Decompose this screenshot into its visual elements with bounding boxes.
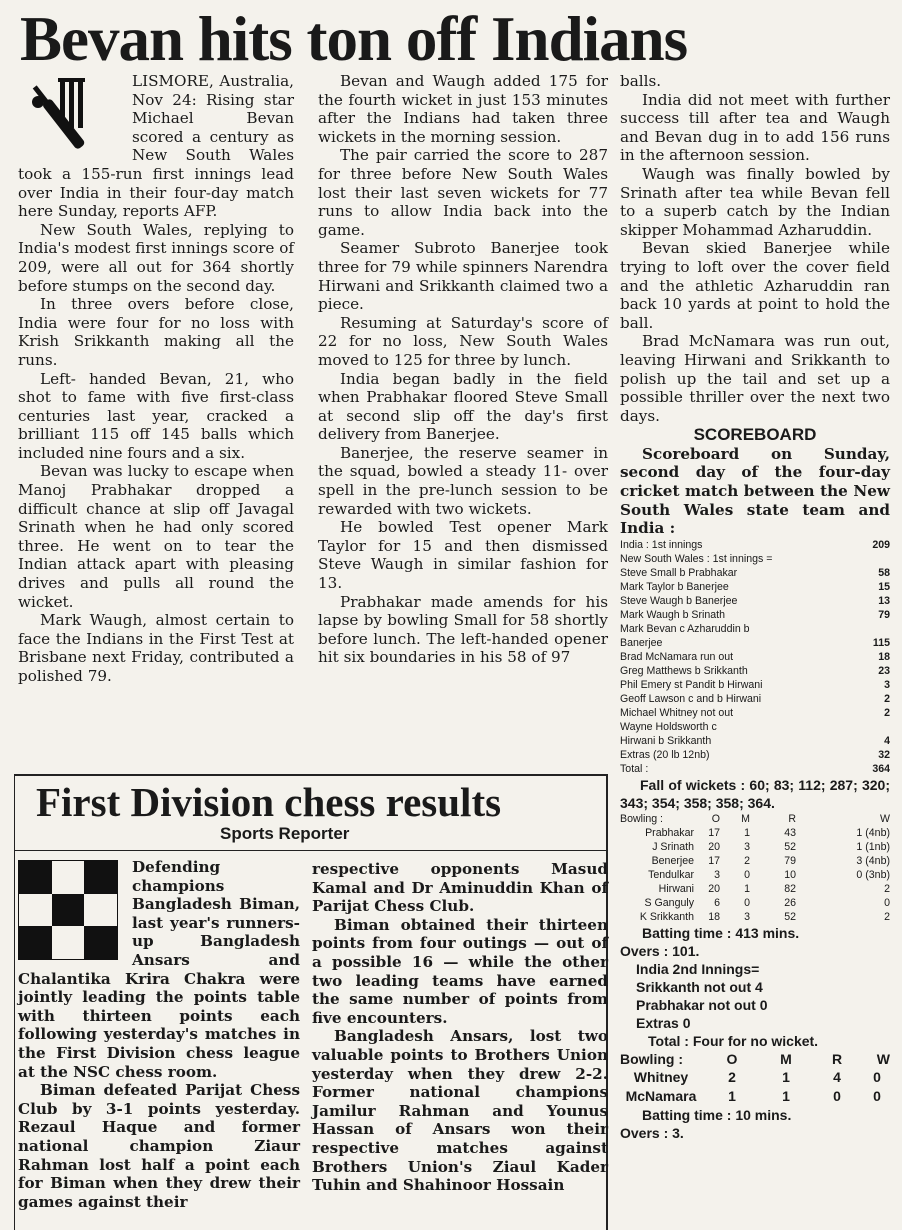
chess-top-rule <box>14 774 606 776</box>
article-column-2 <box>318 72 608 667</box>
paragraph: India began badly in the field when Prabhakar floored Steve Small at second slip off the day's first delivery from Banerjee. <box>318 369 608 444</box>
bowling-cell: 6 <box>714 896 720 909</box>
bowling-header-cell: R <box>788 812 796 825</box>
paragraph: The pair carried the score to 287 for three before New South Wales lost their last seven wickets for 77 runs to allow India back into the game. <box>318 146 608 239</box>
score-runs: 209 <box>872 538 890 551</box>
innings-name: Srikkanth not out <box>636 978 752 995</box>
bowling-header-cell: W <box>876 1050 890 1067</box>
bowling-cell: 1 <box>744 882 750 895</box>
innings-runs: 0 <box>682 1014 691 1031</box>
innings-line <box>636 996 890 1014</box>
score-name: Michael Whitney not out <box>620 706 734 719</box>
score-runs: 23 <box>878 664 890 677</box>
score-runs: 32 <box>878 748 890 761</box>
bowling-cell: 20 <box>708 882 720 895</box>
score-runs: 79 <box>878 608 890 621</box>
score-name: Steve Waugh b Banerjee <box>620 594 738 607</box>
bowling-cell: S Ganguly <box>644 896 694 909</box>
bowling-cell: 17 <box>708 854 720 867</box>
paragraph: Biman defeated Parijat Chess Club by 3-1 points yesterday. Rezaul Haque and former national champion Ziaur Rahman lost half a point each for Biman when they drew their games against their <box>18 1081 300 1211</box>
paragraph: Defending champions Bangladesh Biman, last year's runners-up Bangladesh Ansars and Chalantika Krira Chakra were jointly leading the points table with thirteen points each following yesterday's matches in the First Division chess league at the NSC chess room. <box>18 858 300 1081</box>
score-name: Steve Small b Prabhakar <box>620 566 738 579</box>
bowling-header-cell: M <box>780 1050 792 1067</box>
innings-runs: 4 <box>755 978 763 995</box>
bowling-cell: 3 (4nb) <box>856 854 890 867</box>
paragraph: Prabhakar made amends for his lapse by bowling Small for 58 shortly before lunch. The left-handed opener hit six boundaries in his 58 of 97 <box>318 592 608 667</box>
bowling-cell: Tendulkar <box>648 868 694 881</box>
bowling-cell: 26 <box>784 896 796 909</box>
bowling-cell: 17 <box>708 826 720 839</box>
bowling-cell: 0 <box>833 1088 841 1105</box>
score-row <box>620 734 890 748</box>
bowling-cell: McNamara <box>625 1088 697 1105</box>
bowling-header-cell: R <box>831 1050 843 1067</box>
bowling-cell: 0 <box>744 896 750 909</box>
bowling-header-cell: M <box>741 812 750 825</box>
score-row <box>620 636 890 650</box>
bowling-cell: 52 <box>784 840 796 853</box>
score-name: India : 1st innings <box>620 538 703 551</box>
bowling-cell: 2 <box>884 910 890 923</box>
score-name: Mark Waugh b Srinath <box>620 608 726 621</box>
bowling-cell: 4 <box>833 1069 841 1086</box>
bowling-cell: 3 <box>744 840 750 853</box>
bowling-cell: 1 <box>744 826 750 839</box>
paragraph: Brad McNamara was run out, leaving Hirwani and Srikkanth to polish up the tail and set up a possible thriller over the next two days. <box>620 332 890 425</box>
paragraph: Mark Waugh, almost certain to face the Indians in the First Test at Brisbane next Friday, contributed a polished 79. <box>18 611 294 685</box>
score-row <box>620 538 890 552</box>
score-name: Phil Emery st Pandit b Hirwani <box>620 678 763 691</box>
overs-2: Overs : 3. <box>620 1124 684 1141</box>
scoreboard-intro: Scoreboard on Sunday, second day of the four-day cricket match between the New South Wales state team and India : <box>620 444 890 538</box>
innings-line <box>636 1014 890 1032</box>
score-name: Geoff Lawson c and b Hirwani <box>620 692 762 705</box>
paragraph: He bowled Test opener Mark Taylor for 15 and then dismissed Steve Waugh in similar fashion for 13. <box>318 518 608 593</box>
innings-total: Total : Four for no wicket. <box>648 1032 819 1049</box>
bowling-cell: Whitney <box>633 1069 689 1086</box>
paragraph: Bangladesh Ansars, lost two valuable points to Brothers Union yesterday when they drew 2-2. Former national champions Jamilur Rahman and Younus Hassan of Ansars won their respective matches against Brothers Union's Ziaul Kader Tuhin and Shahinoor Hossain <box>312 1027 608 1195</box>
score-name: Wayne Holdsworth c <box>620 720 717 733</box>
score-name: Total : <box>620 762 649 775</box>
innings-name: Extras <box>636 1014 679 1031</box>
score-row <box>620 566 890 580</box>
score-row <box>620 650 890 664</box>
innings-runs: 0 <box>759 996 768 1013</box>
bowling-cell: 0 <box>873 1069 881 1086</box>
bowling-table <box>620 812 890 924</box>
article-column-1 <box>18 72 294 686</box>
scoreboard-table <box>620 538 890 776</box>
bowling-header-cell: W <box>880 812 890 825</box>
score-runs: 13 <box>878 594 890 607</box>
score-name: Mark Taylor b Banerjee <box>620 580 729 593</box>
bowling-cell: 1 <box>728 1088 736 1105</box>
score-row <box>620 720 890 734</box>
bowling-cell: 0 (3nb) <box>856 868 890 881</box>
paragraph: India did not meet with further success till after tea and Waugh and Bevan dug in to add 156 runs in the afternoon session. <box>620 90 890 165</box>
batting-time: Batting time : 413 mins. <box>642 924 800 941</box>
score-runs: 115 <box>872 636 890 649</box>
paragraph: Waugh was finally bowled by Srinath after tea while Bevan fell to a superb catch by the Indian skipper Mohammad Azharuddin. <box>620 164 890 239</box>
bowling-cell: 52 <box>784 910 796 923</box>
bowling-cell: 2 <box>728 1069 736 1086</box>
fall-of-wickets: Fall of wickets : 60; 83; 112; 287; 320; 343; 354; 358; 358; 364. <box>620 776 890 811</box>
paragraph: Left- handed Bevan, 21, who shot to fame with five first-class centuries last year, cracked a brilliant 115 off 145 balls which included nine fours and a six. <box>18 369 294 462</box>
score-row <box>620 748 890 762</box>
bowling-cell: Hirwani <box>658 882 694 895</box>
paragraph: New South Wales, replying to India's modest first innings score of 209, were all out for 364 shortly before stumps on the second day. <box>18 220 294 295</box>
bowling-cell: Benerjee <box>651 854 694 867</box>
score-row <box>620 692 890 706</box>
score-runs: 58 <box>878 566 890 579</box>
bowling-cell: 0 <box>873 1088 881 1105</box>
score-name: Banerjee <box>620 636 663 649</box>
chess-byline: Sports Reporter <box>220 824 350 843</box>
score-row <box>620 762 890 776</box>
score-runs: 3 <box>884 678 890 691</box>
chessboard-icon <box>18 860 118 960</box>
bowling-header-cell: O <box>711 812 720 825</box>
innings-label: India 2nd Innings= <box>636 960 760 977</box>
score-runs: 364 <box>872 762 890 775</box>
score-name: Hirwani b Srikkanth <box>620 734 712 747</box>
paragraph: In three overs before close, India were four for no loss with Krish Srikkanth making all the runs. <box>18 295 294 369</box>
score-row <box>620 706 890 720</box>
bowling-header-cell: Bowling : <box>620 812 663 825</box>
paragraph: Banerjee, the reserve seamer in the squad, bowled a steady 11- over spell in the pre-lunch session to be rewarded with two wickets. <box>318 443 608 518</box>
bowling-cell: 2 <box>884 882 890 895</box>
score-runs: 4 <box>884 734 890 747</box>
bowling-cell: 1 (1nb) <box>856 840 890 853</box>
score-row <box>620 622 890 636</box>
chess-headline: First Division chess results <box>36 779 502 825</box>
bowling-cell: J Srinath <box>652 840 694 853</box>
score-row <box>620 664 890 678</box>
score-runs: 18 <box>878 650 890 663</box>
score-runs: 2 <box>884 706 890 719</box>
article-column-3 <box>620 72 890 1142</box>
bowling-cell: 10 <box>784 868 796 881</box>
bowling-cell: 18 <box>708 910 720 923</box>
bowling-cell: 82 <box>784 882 796 895</box>
bowling-cell: 43 <box>784 826 796 839</box>
score-row <box>620 594 890 608</box>
score-row <box>620 580 890 594</box>
bowling-cell: 3 <box>714 868 720 881</box>
paragraph: Bevan and Waugh added 175 for the fourth wicket in just 153 minutes after the Indians had taken three wickets in the morning session. <box>318 72 608 146</box>
paragraph: LISMORE, Australia, Nov 24: Rising star Michael Bevan scored a century as New South Wales took a 155-run first innings lead over India in their four-day match here Sunday, reports AFP. <box>18 72 294 221</box>
bowling-cell: 1 <box>782 1069 790 1086</box>
paragraph: respective opponents Masud Kamal and Dr Aminuddin Khan of Parijat Chess Club. <box>312 860 608 916</box>
score-name: Extras (20 lb 12nb) <box>620 748 710 761</box>
bowling-cell: 0 <box>744 868 750 881</box>
score-runs: 15 <box>878 580 890 593</box>
bowling-cell: 0 <box>884 896 890 909</box>
chess-column-2 <box>312 860 608 1195</box>
overs: Overs : 101. <box>620 942 700 959</box>
paragraph: Bevan skied Banerjee while trying to loft over the cover field and the athletic Azharuddin ran back 10 yards at point to hold the ball. <box>620 239 890 332</box>
chess-column-1 <box>18 858 300 1211</box>
paragraph: balls. <box>620 72 662 90</box>
cricket-bat-wicket-icon <box>18 72 118 162</box>
bowling-header-cell: O <box>726 1050 738 1067</box>
score-row <box>620 608 890 622</box>
paragraph: Biman obtained their thirteen points from four outings — out of a possible 16 — while the other two leading teams have earned the same number of points from five encounters. <box>312 915 608 1027</box>
bowling-header-cell: Bowling : <box>620 1050 683 1067</box>
bowling-cell: 79 <box>784 854 796 867</box>
score-name: Brad McNamara run out <box>620 650 734 663</box>
bowling-cell: 2 <box>744 854 750 867</box>
bowling-table-2 <box>620 1050 890 1106</box>
paragraph: Bevan was lucky to escape when Manoj Prabhakar dropped a difficult chance at slip off Javagal Srinath when he had only scored three. He went on to tear the Indian attack apart with pleasing drives and pulls all round the wicket. <box>18 462 294 611</box>
bowling-cell: 1 <box>782 1088 790 1105</box>
score-name: Greg Matthews b Srikkanth <box>620 664 748 677</box>
score-label: New South Wales : 1st innings = <box>620 552 773 565</box>
india-second-innings <box>620 960 890 1050</box>
scoreboard-heading: SCOREBOARD <box>693 425 817 445</box>
bowling-cell: 20 <box>708 840 720 853</box>
bowling-cell: K Srikkanth <box>639 910 694 923</box>
innings-name: Prabhakar not out <box>636 996 756 1013</box>
score-name: Mark Bevan c Azharuddin b <box>620 622 750 635</box>
score-runs: 2 <box>884 692 890 705</box>
headline: Bevan hits ton off Indians <box>20 4 688 74</box>
bowling-cell: 3 <box>744 910 750 923</box>
batting-time-2: Batting time : 10 mins. <box>642 1106 792 1123</box>
bowling-cell: 1 (4nb) <box>856 826 890 839</box>
paragraph: Resuming at Saturday's score of 22 for no loss, New South Wales moved to 125 for three by lunch. <box>318 313 608 369</box>
innings-line <box>636 978 890 996</box>
byline-rule <box>14 850 606 851</box>
paragraph: Seamer Subroto Banerjee took three for 79 while spinners Narendra Hirwani and Srikkanth claimed two a piece. <box>318 239 608 314</box>
column-rule <box>14 774 15 1230</box>
score-row <box>620 678 890 692</box>
bowling-cell: Prabhakar <box>645 826 694 839</box>
